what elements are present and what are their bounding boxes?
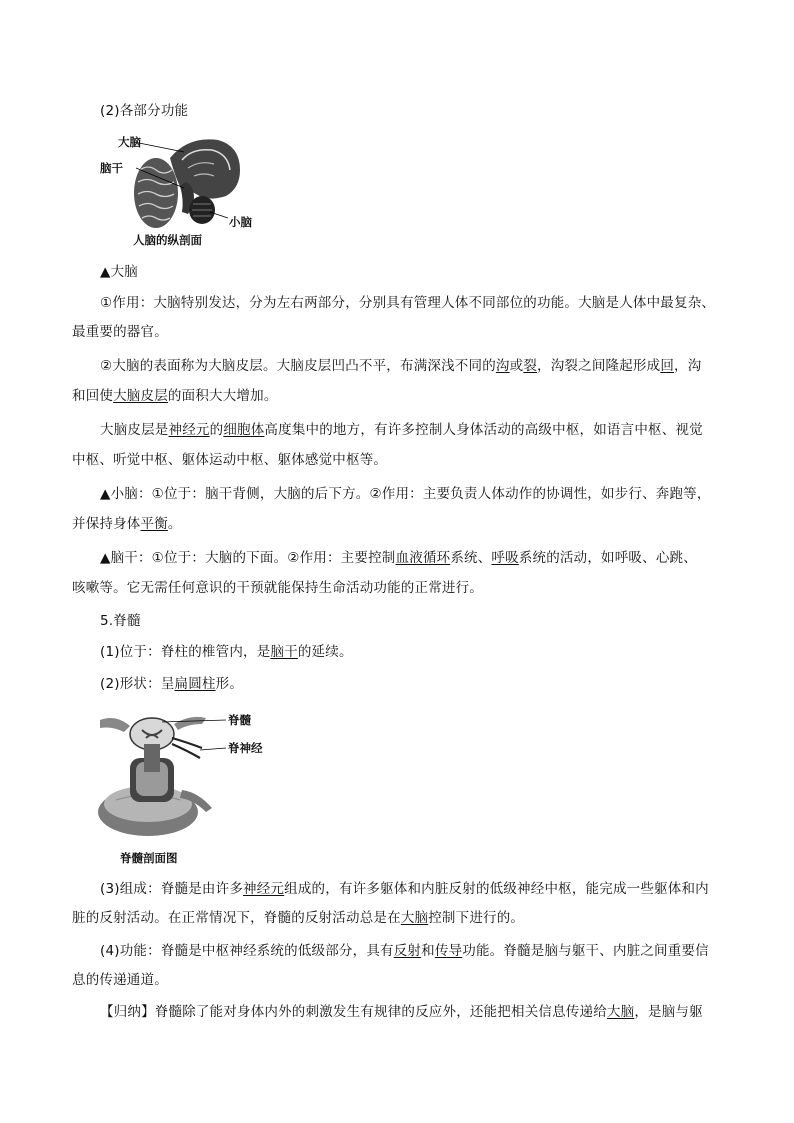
cerebellum-line-2: 并保持身体平衡。 bbox=[72, 516, 182, 532]
summary-line: 【归纳】脊髓除了能对身体内外的刺激发生有规律的反应外，还能把相关信息传递给大脑，是脑与躯 bbox=[100, 1004, 703, 1020]
cortex-line-2: 中枢、听觉中枢、躯体运动中枢、躯体感觉中枢等。 bbox=[72, 452, 388, 468]
label-brainstem: 脑干 bbox=[100, 161, 123, 175]
brainstem-line-1: ▲脑干：①位于：大脑的下面。②作用：主要控制血液循环系统、呼吸系统的活动，如呼吸、心跳、 bbox=[100, 550, 697, 566]
cerebrum-surface-line-1: ②大脑的表面称为大脑皮层。大脑皮层凹凸不平，布满深浅不同的沟或裂，沟裂之间隆起形成回，沟 bbox=[100, 358, 702, 374]
spinal-figure-caption: 脊髓剖面图 bbox=[120, 851, 178, 865]
label-cerebellum: 小脑 bbox=[229, 215, 252, 229]
spinal-function-line-1: (4)功能：脊髓是中枢神经系统的低级部分，具有反射和传导功能。脊髓是脑与躯干、内脏之间重要信 bbox=[100, 943, 709, 959]
cerebellum-line-1: ▲小脑：①位于：脑干背侧，大脑的后下方。②作用：主要负责人体动作的协调性，如步行、奔跑等， bbox=[100, 486, 711, 502]
cortex-line-1: 大脑皮层是神经元的细胞体高度集中的地方，有许多控制人身体活动的高级中枢，如语言中枢、视觉 bbox=[100, 422, 703, 438]
label-spinal-nerve: 脊神经 bbox=[228, 741, 263, 755]
section-parts-title: (2)各部分功能 bbox=[100, 103, 189, 119]
brainstem-line-2: 咳嗽等。它无需任何意识的干预就能保持生命活动功能的正常进行。 bbox=[72, 580, 483, 596]
cerebrum-function-line-1: ①作用：大脑特别发达，分为左右两部分，分别具有管理人体不同部位的功能。大脑是人体中最复杂、 bbox=[100, 295, 716, 311]
spinal-cord-figure bbox=[96, 704, 276, 844]
spinal-composition-line-1: (3)组成：脊髓是由许多神经元组成的，有许多躯体和内脏反射的低级神经中枢，能完成一些躯体和内 bbox=[100, 881, 709, 897]
spinal-location: (1)位于：脊柱的椎管内，是脑干的延续。 bbox=[100, 644, 353, 660]
label-spinal-cord: 脊髓 bbox=[228, 713, 251, 727]
cerebrum-heading: ▲大脑 bbox=[100, 264, 138, 280]
spinal-function-line-2: 息的传递通道。 bbox=[72, 972, 168, 988]
label-cerebrum: 大脑 bbox=[118, 135, 141, 149]
cerebrum-surface-line-2: 和回使大脑皮层的面积大大增加。 bbox=[72, 388, 278, 404]
spinal-heading: 5.脊髓 bbox=[100, 613, 141, 629]
brain-figure-caption: 人脑的纵剖面 bbox=[133, 233, 202, 247]
cerebrum-function-line-2: 最重要的器官。 bbox=[72, 324, 168, 340]
spinal-composition-line-2: 脏的反射活动。在正常情况下，脊髓的反射活动总是在大脑控制下进行的。 bbox=[72, 910, 525, 926]
spinal-shape: (2)形状：呈扁圆柱形。 bbox=[100, 676, 244, 692]
